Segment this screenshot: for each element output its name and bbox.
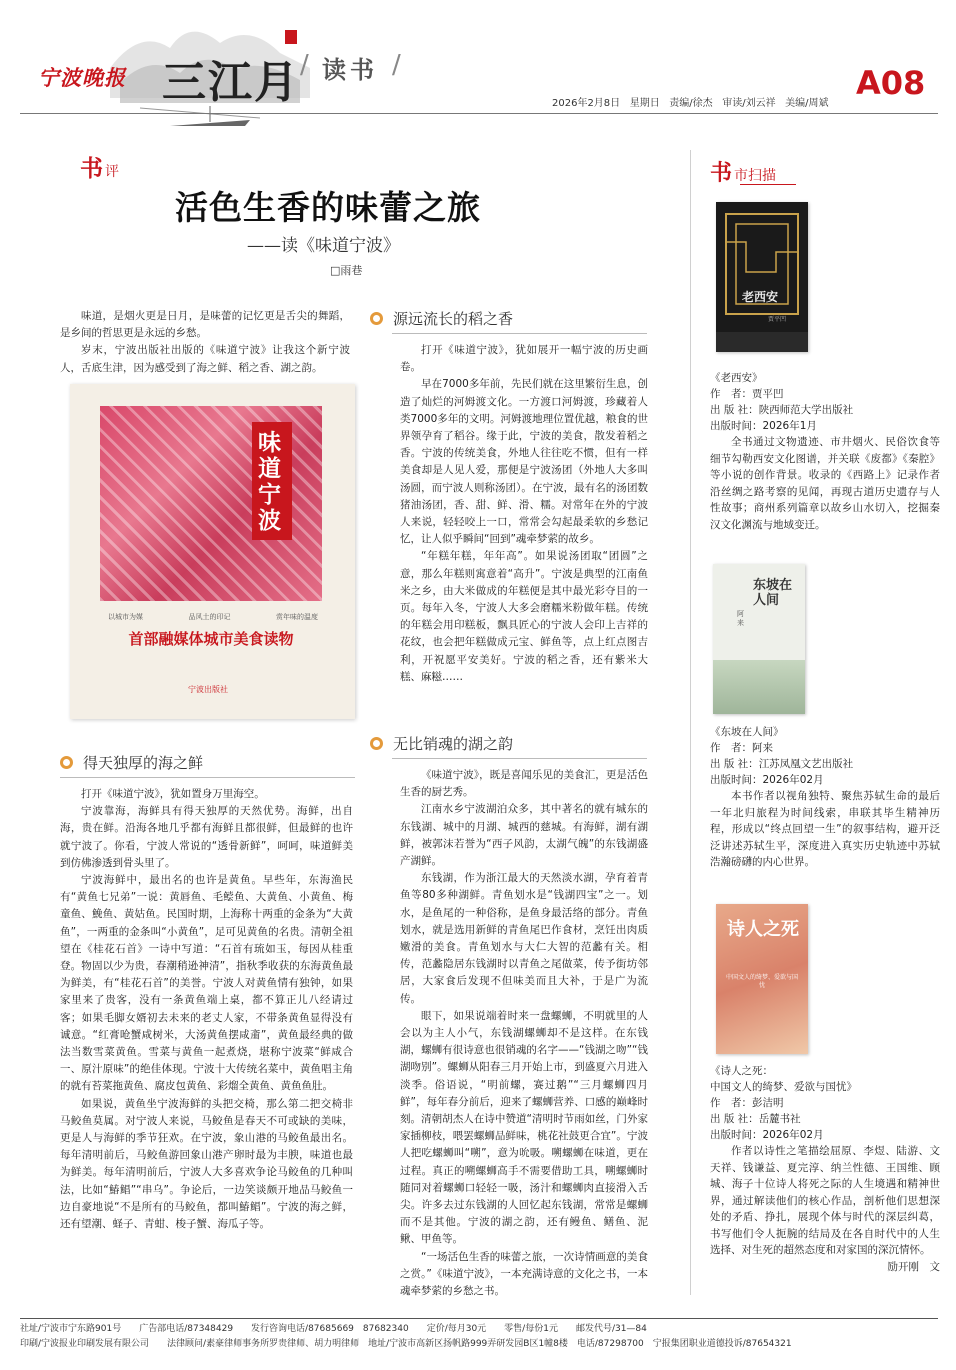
masthead-meta: [552, 94, 829, 109]
cover-tagline: 首部融媒体城市美食读物: [128, 630, 294, 648]
section-slash-left: /: [300, 50, 309, 80]
sec2-para-1: 打开《味道宁波》，犹如展开一幅宁波的历史画卷。: [400, 344, 648, 374]
review-author: □雨巷: [330, 264, 363, 277]
market-tag-small: 市扫描: [734, 168, 777, 184]
book3-author-line: [710, 1095, 940, 1111]
book1-desc: 全书通过文物遗迹、市井烟火、民俗饮食等细节勾勒西安文化图谱，并关联《废都》《秦腔》等小说的创作背景。收录的《西路上》记录作者沿丝绸之路考察的见闻，再现古道历史遗存与人性故事；商州系列篇章以故乡山水切入，挖掘秦汉文化渊流与地域变迁。: [710, 436, 940, 531]
book3-date-label: 出版时间：: [710, 1129, 763, 1141]
sec1-para-4: 如果说，黄鱼坐宁波海鲜的头把交椅，那么第二把交椅非马鲛鱼莫属。对宁波人来说，马鲛鱼是春天不可或缺的美味，更是人与海鲜的季节狂欢。在宁波，象山港的马鲛鱼最出名。每年清明前后，马鲛鱼游回象山港产卵时最为丰腴，味道也最为鲜美。每年清明前后，宁波人大多喜欢争论马鲛鱼的几种叫法，比如“鰆鲳”“串乌”。争论后，一边笑谈颇开地品马鲛鱼一边自豪地说“不是所有的马鲛鱼，都叫鰆鲳”。宁波的海之鲜，还有望潮、蛏子、青蚶、梭子蟹、海瓜子等。: [60, 1097, 353, 1231]
sec3-para-4: 眼下，如果说端着时来一盘螺蛳，不明就里的人会以为主人小气，东钱湖螺蛳却不是这样。在东钱湖，螺蛳有很诗意也很销魂的名字——“钱湖之吻”“钱湖吻别”。螺蛳从阳春三月开始上市，到盛夏六月进入淡季。俗语说，“明前螺，赛过鹅”“三月螺蛳四月鲜”，每年春分前后，迎来了螺蛳营养、口感的巅峰时刻。清朝胡杰人在诗中赞道“清明时节雨如丝，门外家家插柳枝，喂罢螺蛳品鲜味，桃花社鼓更合宜”。宁波人把吃螺蛳叫“嗍”，意为吮吸。嗍螺蛳在味道，更在过程。真正的嗍螺蛳高手不需要借助工具，嗍螺蛳时随同对着螺蛳口轻轻一吸，汤汁和螺蛳肉直接滑入舌尖。许多去过东钱湖的人回忆起东钱湖，常常是螺蛳而不是其他。宁波的湖之韵，还有鳗鱼、鳝鱼、泥鳅、甲鱼等。: [400, 1009, 648, 1246]
designer: 美编/周斌: [785, 98, 829, 109]
review-tag-small: 评: [105, 164, 119, 180]
book2-cover-author: 阿来: [737, 610, 744, 627]
book1-author-label: 作 者：: [710, 388, 752, 400]
book3-publisher-line: [710, 1111, 940, 1127]
cover-title: 味道宁波: [258, 429, 281, 534]
book2-publisher-label: 出 版 社：: [710, 758, 759, 770]
book2-author-label: 作 者：: [710, 742, 752, 754]
market-tag-big: 书: [710, 160, 733, 186]
book1-cover: [716, 202, 808, 352]
section-bullet-icon: [370, 312, 383, 325]
masthead: [0, 0, 956, 140]
book2-desc: 本书作者以视角独特、聚焦苏轼生命的最后一年北归旅程为时间线索，串联其毕生精神历程，形成以“终点回望一生”的叙事结构，避开泛泛讲述苏轼生平，深度进入真实历史轨迹中苏轼浩瀚磅礴的内心世界。: [710, 790, 940, 868]
book3-author-label: 作 者：: [710, 1097, 752, 1109]
book3-desc: 作者以诗性之笔描绘屈原、李煜、陆游、文天祥、钱谦益、夏完淳、纳兰性德、王国维、顾城、海子十位诗人将死之际的人生境遇和精神世界，通过解读他们的核心作品，剖析他们思想深处的矛盾、挣扎，展现个体与时代的深层纠葛，书写他们令人扼腕的结局及在各自时代中的人生选择、对生死的超然态度和对家国的深沉情怀。: [710, 1145, 940, 1256]
book2-title: 《东坡在人间》: [710, 726, 784, 738]
section-bullet-icon: [370, 737, 383, 750]
sec3-title: 无比销魂的湖之韵: [393, 735, 514, 753]
sec1-para-3: 宁波海鲜中，最出名的也许是黄鱼。早些年，东海渔民有“黄鱼七兄弟”一说：黄唇鱼、毛鲿鱼、大黄鱼、小黄鱼、梅童鱼、鮸鱼、黄姑鱼。民国时期，上海称十两重的金条为“大黄鱼”，一两重的金条叫“小黄鱼”，足可见黄鱼的名贵。清朝全祖望在《桂花石首》一诗中写道：“石首有琉如玉，每因从桂重登。物固以少为贵，春潮稍逊神清”，指秋季收获的东海黄鱼最为鲜美，有“桂花石首”的美誉。宁波人对黄鱼情有独钟，如果家里来了贵客，没有一条黄鱼端上桌，都不算正儿八经请过客；如果毛脚女婿初去未来的老丈人家，不带条黄鱼显得没有诚意。“红膏呛蟹咸树米，大汤黄鱼摆咸齑”，黄鱼最经典的做法当数雪菜黄鱼。雪菜与黄鱼一起煮烧，堪称宁波菜“鲜咸合一、原汁原味”的绝佳体现。宁波十大传统名菜中，黄鱼唱主角的就有苔菜拖黄鱼、腐皮包黄鱼、彩熘全黄鱼、黄鱼鱼肚。: [60, 874, 353, 1093]
cover-slogan-row: [108, 612, 318, 622]
sec2-body: [400, 342, 648, 686]
book2-date-line: [710, 772, 940, 788]
book2-date-label: 出版时间：: [710, 774, 763, 786]
review-tag: [80, 150, 119, 183]
book2-author-line: [710, 740, 940, 756]
book2-cover-title: 东坡在人间: [753, 578, 793, 608]
book3-publisher: 岳麓书社: [758, 1113, 801, 1125]
book3-title: 《诗人之死：: [710, 1065, 773, 1077]
reviewer: 审读/刘云祥: [722, 98, 776, 109]
book1-date-label: 出版时间：: [710, 420, 763, 432]
sec1-para-1: 打开《味道宁波》，犹如置身万里海空。: [81, 788, 265, 800]
cover-slogan-right: 赏年味的温度: [276, 613, 318, 621]
market-byline: 励开刚 文: [887, 1260, 940, 1273]
supplement-title: 三江月: [162, 57, 300, 108]
sec3-para-5: “一场活色生香的味蕾之旅，一次诗情画意的美食之赏。”《味道宁波》，一本充满诗意的文化之书，一本魂牵梦萦的乡愁之书。: [400, 1250, 648, 1298]
footer-line-1: 社址/宁波市宁东路901号 广告部电话/87348429 发行咨询电话/87685669 87682340 定价/每月30元 零售/每份1元 邮发代号/31—84: [20, 1324, 647, 1334]
book1-publisher: 陕西师范大学出版社: [758, 404, 854, 416]
paper-logo: 宁波晚报: [38, 65, 126, 90]
sec2-title: 源远流长的稻之香: [393, 310, 514, 328]
sec3-para-2: 江南水乡宁波湖泊众多，其中著名的就有城东的东钱湖、城中的月湖、城西的慈城。有海鲜，湖有湖鲜，被郭沫若誉为“西子风韵，太湖气魄”的东钱湖盛产湖鲜。: [400, 803, 648, 868]
book2-author: 阿来: [752, 742, 773, 754]
cover-publisher: 宁波出版社: [188, 685, 228, 694]
book2-publisher: 江苏凤凰文艺出版社: [758, 758, 854, 770]
book3-info: [710, 1063, 940, 1275]
footer: [20, 1322, 940, 1352]
book2-info: [710, 724, 940, 871]
book2-date: 2026年02月: [762, 774, 824, 786]
review-subtitle: ——读《味道宁波》: [247, 236, 400, 256]
issue-weekday: 星期日: [629, 98, 660, 109]
book1-cover-author: 贾平凹: [768, 316, 787, 323]
book1-cover-title: 老西安: [742, 290, 779, 304]
red-seal: [285, 30, 297, 44]
book1-publisher-label: 出 版 社：: [710, 404, 759, 416]
intro-para-2: 岁末，宁波出版社出版的《味道宁波》让我这个新宁波人，舌底生津，因为感受到了海之鲜、稻之香、湖之韵。: [60, 344, 350, 374]
book3-publisher-label: 出 版 社：: [710, 1113, 759, 1125]
book3-cover: [716, 904, 808, 1054]
book1-info: [710, 370, 940, 533]
cover-slogan-left: 以城市为媒: [108, 613, 143, 621]
book2-cover-band: [713, 660, 805, 714]
market-tag-rule: [740, 184, 796, 185]
book3-title-2: 中国文人的绮梦、爱欲与国忧》: [710, 1081, 857, 1093]
book3-date: 2026年02月: [762, 1129, 824, 1141]
book2-publisher-line: [710, 756, 940, 772]
section-slash-right: /: [392, 50, 401, 80]
book1-date: 2026年1月: [762, 420, 817, 432]
book1-title: 《老西安》: [710, 372, 763, 384]
sec3-para-1: 《味道宁波》，既是喜闻乐见的美食汇，更是活色生香的厨艺秀。: [400, 769, 648, 799]
book3-date-line: [710, 1127, 940, 1143]
book1-cover-pattern: [716, 202, 808, 352]
sec3-header: [370, 733, 513, 754]
book1-author: 贾平凹: [752, 388, 784, 400]
sec2-para-3: “年糕年糕，年年高”。如果说汤团取“团圆”之意，那么年糕则寓意着“高升”。宁波是典型的江南鱼米之乡，由大米做成的年糕便是其中最光彩夺目的一页。每年入冬，宁波人大多会磨糯米粉做年糕。传统的年糕会用印糕板，飘具匠心的宁波人会印上吉祥的花纹，也会把年糕做成元宝、鲜鱼等，点上红点图吉利，开祝愿平安美好。宁波的稻之香，还有紫米大糕、麻糍……: [400, 550, 648, 683]
review-intro: [60, 308, 350, 377]
sec2-para-2: 早在7000多年前，先民们就在这里繁衍生息，创造了灿烂的河姆渡文化。一方渡口河姆渡，珍藏着人类7000多年的文明。河姆渡地理位置优越，粮食的世界领孕育了稻谷。缘于此，宁波的美食，散发着稻之香。宁波的传统美食，外地人往往吃不惯，但有一样美食却是人见人爱，那便是宁波汤团（外地人大多叫汤圆，而宁波人则称汤团）。在宁波，最有名的汤团数猪油汤团，香、甜、鲜、滑、糯。对常年在外的宁波人来说，轻轻咬上一口，常常会勾起最柔软的乡愁记忆，让人似乎瞬间“回到”魂牵梦萦的故乡。: [400, 378, 648, 546]
issue-date: 2026年2月8日: [552, 98, 621, 109]
market-tag: [710, 156, 776, 187]
book3-cover-title: 诗人之死: [727, 919, 799, 940]
section-name: 读书: [322, 56, 378, 84]
review-title: 活色生香的味蕾之旅: [175, 188, 481, 227]
review-tag-big: 书: [80, 155, 103, 182]
sec1-body: [60, 786, 353, 1233]
column-divider: [690, 150, 691, 1295]
sec3-rule: [392, 758, 647, 759]
book1-publisher-line: [710, 402, 940, 418]
book1-author-line: [710, 386, 940, 402]
editor: 责编/徐杰: [669, 98, 713, 109]
masthead-rule: [20, 113, 938, 114]
sec2-rule: [392, 333, 647, 334]
book3-author: 彭洁明: [752, 1097, 784, 1109]
sec2-header: [370, 308, 513, 329]
book2-cover: [713, 564, 805, 714]
sec1-title: 得天独厚的海之鲜: [83, 754, 204, 772]
book3-cover-subtitle: 中国文人的绮梦、爱欲与国忧: [725, 974, 798, 989]
sec1-rule: [60, 777, 355, 778]
page-number: A08: [856, 64, 926, 102]
sec3-body: [400, 767, 648, 1300]
sec1-header: [60, 752, 203, 773]
book-photo: [70, 384, 355, 719]
book1-date-line: [710, 418, 940, 434]
section-bullet-icon: [60, 756, 73, 769]
footer-rule: [20, 1318, 938, 1319]
footer-line-2: 印刷/宁波报业印刷发展有限公司 法律顾问/素豪律师事务所罗贵律师、胡力明律师 地址/宁波市高新区扬帆路999弄研发园B区1幢8楼 电话/87298700 宁报集团职业道德投诉/87654321: [20, 1339, 792, 1349]
sec1-para-2: 宁波靠海，海鲜具有得天独厚的天然优势。海鲜，出自海，贵在鲜。沿海各地几乎都有海鲜且都很鲜，但最鲜的也许就宁波了。你看，宁波人常说的“透骨新鲜”，呵呵，味道鲜美到仿佛渗透到骨头里了。: [60, 805, 353, 869]
intro-para-1: 味道，是烟火更是日月，是味蕾的记忆更是舌尖的舞蹈，是乡间的哲思更是永远的乡愁。: [60, 310, 350, 340]
cover-slogan-mid: 品风土的印记: [188, 613, 231, 621]
sec3-para-3: 东钱湖，作为浙江最大的天然淡水湖，孕育着青鱼等80多种湖鲜。青鱼划水是“钱湖四宝”之一。划水，是鱼尾的一种俗称，是鱼身最活络的部分。青鱼划水，就是选用新鲜的青鱼尾巴作食材，烹饪出肉质嫩滑的美食。青鱼划水与大仁大智的范蠡有关。相传，范蠡隐居东钱湖时以青鱼之尾做菜，传予街坊邻居，大家食后发现不但味美而且大补，于是广为流传。: [400, 872, 648, 1005]
